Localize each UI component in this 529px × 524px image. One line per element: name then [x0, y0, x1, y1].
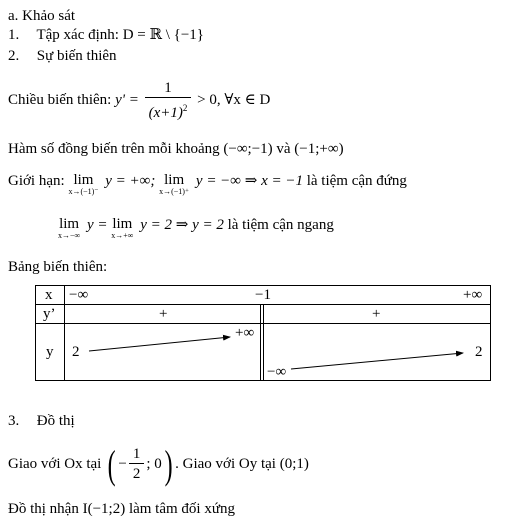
y-right-end-value: 2: [475, 344, 483, 360]
section-a-heading: a. Khảo sát: [8, 8, 76, 24]
derivative-exponent: 2: [182, 102, 188, 113]
limit-pos-inf: lim x→+∞: [111, 216, 134, 240]
derivative-denominator: $(x+1)^2$: [148, 102, 188, 121]
yprime-sign-left: +: [159, 306, 168, 322]
vertical-asymptote-tail: là tiệm cận đứng: [302, 173, 407, 189]
ox-fraction-denominator: 2: [132, 466, 141, 483]
section3-label: Đồ thị: [36, 413, 75, 429]
limit-left: lim x→(−1)⁻: [68, 172, 99, 196]
item2-number: 2.: [8, 48, 20, 64]
ox-fraction-tail: ; 0: [146, 456, 162, 472]
frac-sign: −: [118, 456, 127, 472]
item2-label: Sự biến thiên: [36, 48, 117, 64]
limit-right-expr: y = −∞ ⇒ x = −1: [195, 173, 303, 189]
vertical-asymptote-line: [8, 172, 407, 196]
row-yprime-label: y’: [43, 306, 56, 322]
derivative-numerator: 1: [145, 80, 192, 98]
intersection-line: [8, 442, 309, 486]
ox-fraction: [129, 446, 145, 483]
domain-line: [8, 26, 204, 44]
domain-value: D = ℝ \ {−1}: [122, 27, 205, 43]
limit-neg-inf: lim x→−∞: [58, 216, 81, 240]
derivative-fraction: [145, 80, 192, 122]
yprime-sign-right: +: [372, 306, 381, 322]
limits-label: Giới hạn:: [8, 173, 69, 189]
limit-left-expr: y = +∞;: [105, 173, 156, 189]
horizontal-asymptote-line: [58, 216, 334, 240]
monotonic-statement: Hàm số đồng biến trên mỗi khoảng (−∞;−1) và (−1;+∞): [8, 141, 344, 157]
derivative-lhs: y' =: [115, 92, 139, 108]
section3-number: 3.: [8, 413, 20, 429]
limit-right: lim x→(−1)⁺: [159, 172, 190, 196]
horizontal-asymptote-tail: là tiệm cận ngang: [223, 217, 334, 233]
symmetry-statement: Đồ thị nhận I(−1;2) làm tâm đối xứng: [8, 501, 235, 517]
item1-label: Tập xác định:: [36, 27, 123, 43]
graph-heading: [8, 412, 75, 430]
limit-pos-inf-expr: y = 2 ⇒ y = 2: [140, 217, 224, 233]
ox-fraction-numerator: 1: [129, 446, 145, 464]
limit-neg-inf-expr: y =: [86, 217, 108, 233]
table-title: Bảng biến thiên:: [8, 259, 108, 275]
derivative-rhs: > 0, ∀x ∈ D: [197, 92, 271, 108]
variation-heading: [8, 47, 117, 65]
left-paren: (: [107, 441, 116, 487]
y-left-end-value: +∞: [235, 325, 255, 341]
x-neg-infinity: −∞: [69, 287, 89, 303]
y-left-start-value: 2: [72, 344, 80, 360]
increasing-arrow-right: [291, 353, 463, 369]
x-minus-one: −1: [255, 287, 271, 303]
increasing-arrow-left: [89, 337, 230, 351]
right-paren: ): [164, 441, 173, 487]
row-x-label: x: [45, 287, 53, 303]
row-y-label: y: [46, 344, 54, 360]
ox-intersect-label: Giao với Ox tại: [8, 456, 106, 472]
x-pos-infinity: +∞: [463, 287, 483, 303]
item1-number: 1.: [8, 27, 20, 43]
derivative-line: [8, 78, 270, 122]
variation-table: [35, 285, 491, 381]
y-right-start-value: −∞: [267, 364, 287, 380]
oy-intersect-text: . Giao với Oy tại (0;1): [175, 456, 309, 472]
derivative-label: Chiều biến thiên:: [8, 92, 116, 108]
